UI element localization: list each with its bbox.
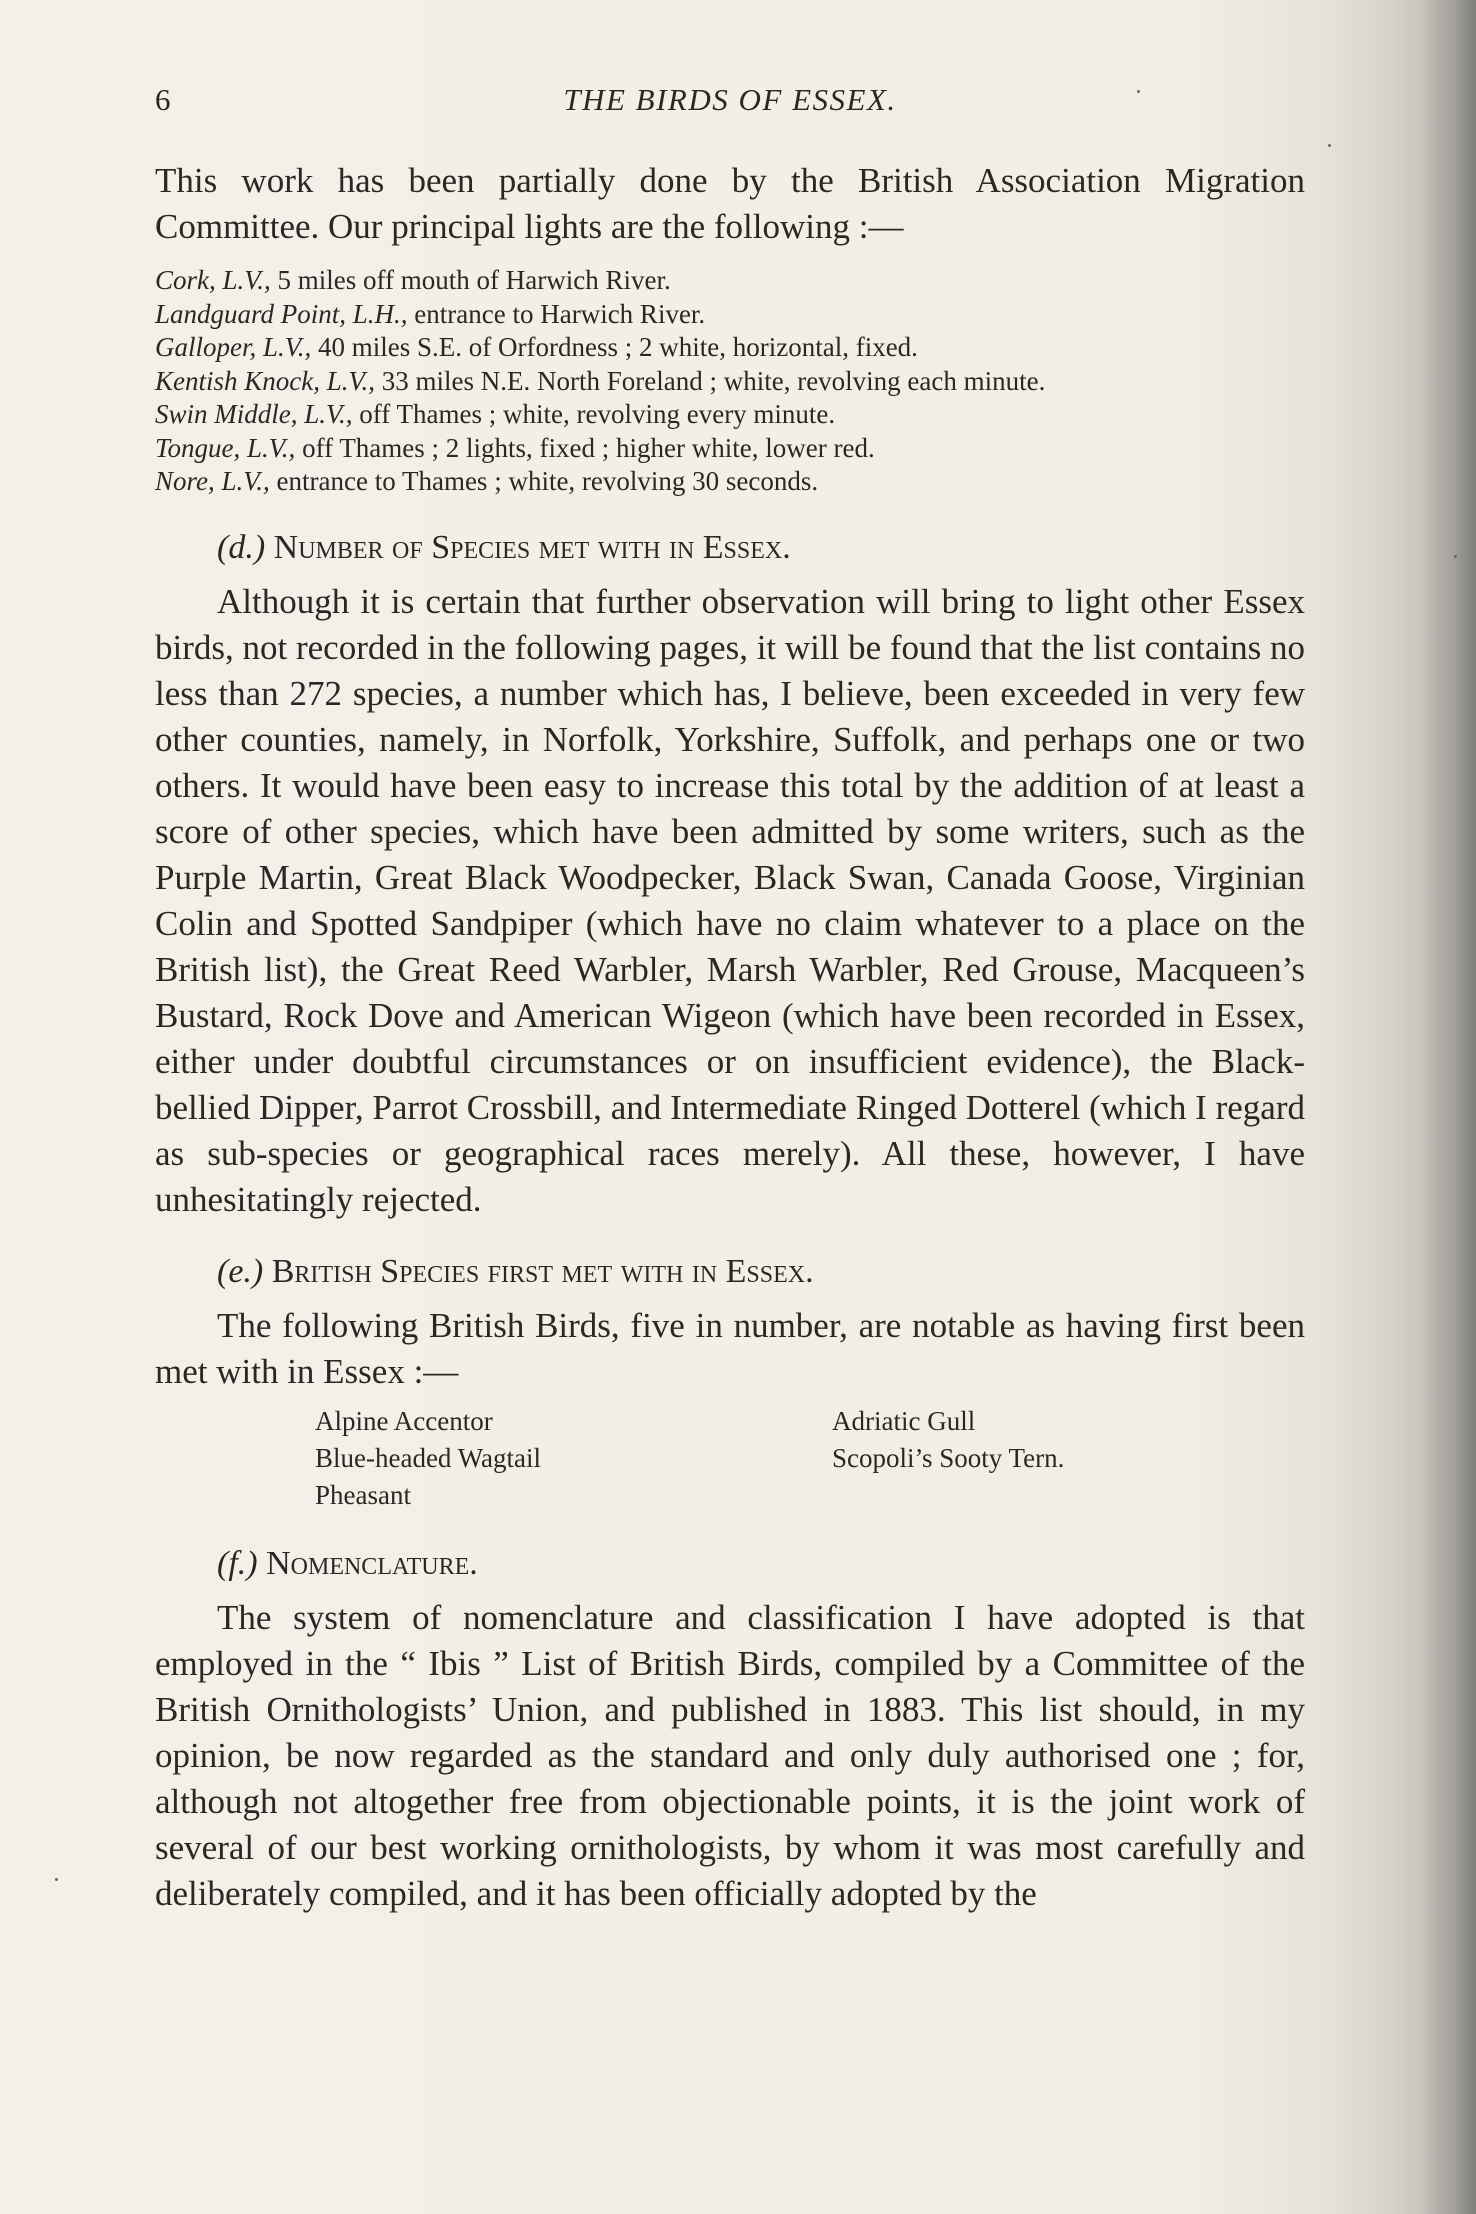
- section-f-paragraph: The system of nomenclature and classification I have adopted is that employed in the “ Ibis ” List of British Birds, compiled by a Committee of the British Ornithologists’ Union, and published in 1883. This list should, in my opinion, be now regarded as the standard and only duly authorised one ; for, although not altogether free from objectionable points, it is the joint work of several of our best working ornithologists, by whom it was most carefully and deliberately compiled, and it has been officially adopted by the: [155, 1597, 1305, 1913]
- running-title: THE BIRDS OF ESSEX.: [563, 82, 897, 117]
- light-name: Galloper, L.V.,: [155, 332, 312, 362]
- light-description: off Thames ; white, revolving every minute.: [352, 399, 836, 429]
- list-item: Pheasant: [315, 1479, 411, 1510]
- light-name: Tongue, L.V.,: [155, 432, 296, 463]
- intro-paragraph: This work has been partially done by the British Association Migration Committee. Our principal lights are the following :—: [155, 161, 1305, 246]
- list-item: [155, 298, 1305, 332]
- light-description: 33 miles N.E. North Foreland ; white, revolving each minute.: [375, 365, 1046, 396]
- list-item: [155, 331, 1305, 365]
- section-heading-e: [217, 1249, 1305, 1295]
- section-e-paragraph: The following British Birds, five in number, are notable as having first been met with in Essex :—: [155, 1305, 1305, 1391]
- section-d-paragraph: Although it is certain that further observation will bring to light other Essex birds, not recorded in the following pages, it will be found that the list contains no less than 272 species, a number which has, I believe, been exceeded in very few other counties, namely, in Norfolk, Yorkshire, Suffolk, and perhaps one or two others. It would have been easy to increase this total by the addition of at least a score of other species, which have been admitted by some writers, such as the Purple Martin, Great Black Woodpecker, Black Swan, Canada Goose, Virginian Colin and Spotted Sandpiper (which have no claim whatever to a place on the British list), the Great Reed Warbler, Marsh Warbler, Red Grouse, Macqueen’s Bustard, Rock Dove and American Wigeon (which have been recorded in Essex, either under doubtful circumstances or on insufficient evidence), the Black-bellied Dipper, Parrot Crossbill, and Intermediate Ringed Dotterel (which I regard as sub-species or geographical races merely). All these, however, I have unhesitatingly rejected.: [155, 581, 1305, 1219]
- light-name: Kentish Knock, L.V.,: [155, 365, 376, 396]
- section-letter: (f.): [217, 1544, 258, 1582]
- section-title: British Species first met with in Essex.: [271, 1252, 814, 1290]
- section-title: Number of Species met with in Essex.: [273, 528, 791, 566]
- species-column-left: [315, 1403, 541, 1514]
- list-item: Adriatic Gull: [832, 1405, 976, 1436]
- species-list: [155, 1403, 1305, 1515]
- light-name: Landguard Point, L.H.,: [155, 298, 408, 329]
- section-title: Nomenclature.: [266, 1544, 478, 1582]
- list-item: Scopoli’s Sooty Tern.: [832, 1442, 1065, 1473]
- paper-speck: [1328, 144, 1331, 147]
- list-item: [155, 365, 1305, 399]
- light-description: 5 miles off mouth of Harwich River.: [270, 265, 671, 295]
- paper-speck: [55, 1878, 58, 1881]
- list-item: [155, 465, 1305, 499]
- light-name: Nore, L.V.,: [155, 466, 270, 496]
- section-heading-f: [217, 1541, 1305, 1587]
- light-name: Swin Middle, L.V.,: [155, 399, 353, 429]
- light-description: entrance to Thames ; white, revolving 30 seconds.: [269, 466, 819, 496]
- paper-speck: [1454, 555, 1457, 558]
- light-description: entrance to Harwich River.: [407, 298, 706, 329]
- page-body: [155, 158, 1305, 1917]
- light-description: off Thames ; 2 lights, fixed ; higher white, lower red.: [295, 432, 875, 463]
- page-header: [155, 82, 1305, 132]
- section-letter: (e.): [217, 1252, 264, 1290]
- page-edge-shadow: [1420, 0, 1476, 2214]
- light-description: 40 miles S.E. of Orfordness ; 2 white, horizontal, fixed.: [311, 332, 918, 362]
- section-letter: (d.): [217, 528, 266, 566]
- list-item: Alpine Accentor: [315, 1405, 493, 1436]
- list-item: [155, 264, 1305, 298]
- list-item: Blue-headed Wagtail: [315, 1442, 541, 1473]
- species-column-right: [832, 1403, 1064, 1477]
- page-number: 6: [155, 82, 171, 117]
- section-heading-d: [217, 525, 1305, 571]
- list-item: [155, 432, 1305, 466]
- lights-list: [155, 264, 1305, 499]
- light-name: Cork, L.V.,: [155, 265, 271, 295]
- list-item: [155, 398, 1305, 432]
- paper-speck: [1137, 90, 1140, 93]
